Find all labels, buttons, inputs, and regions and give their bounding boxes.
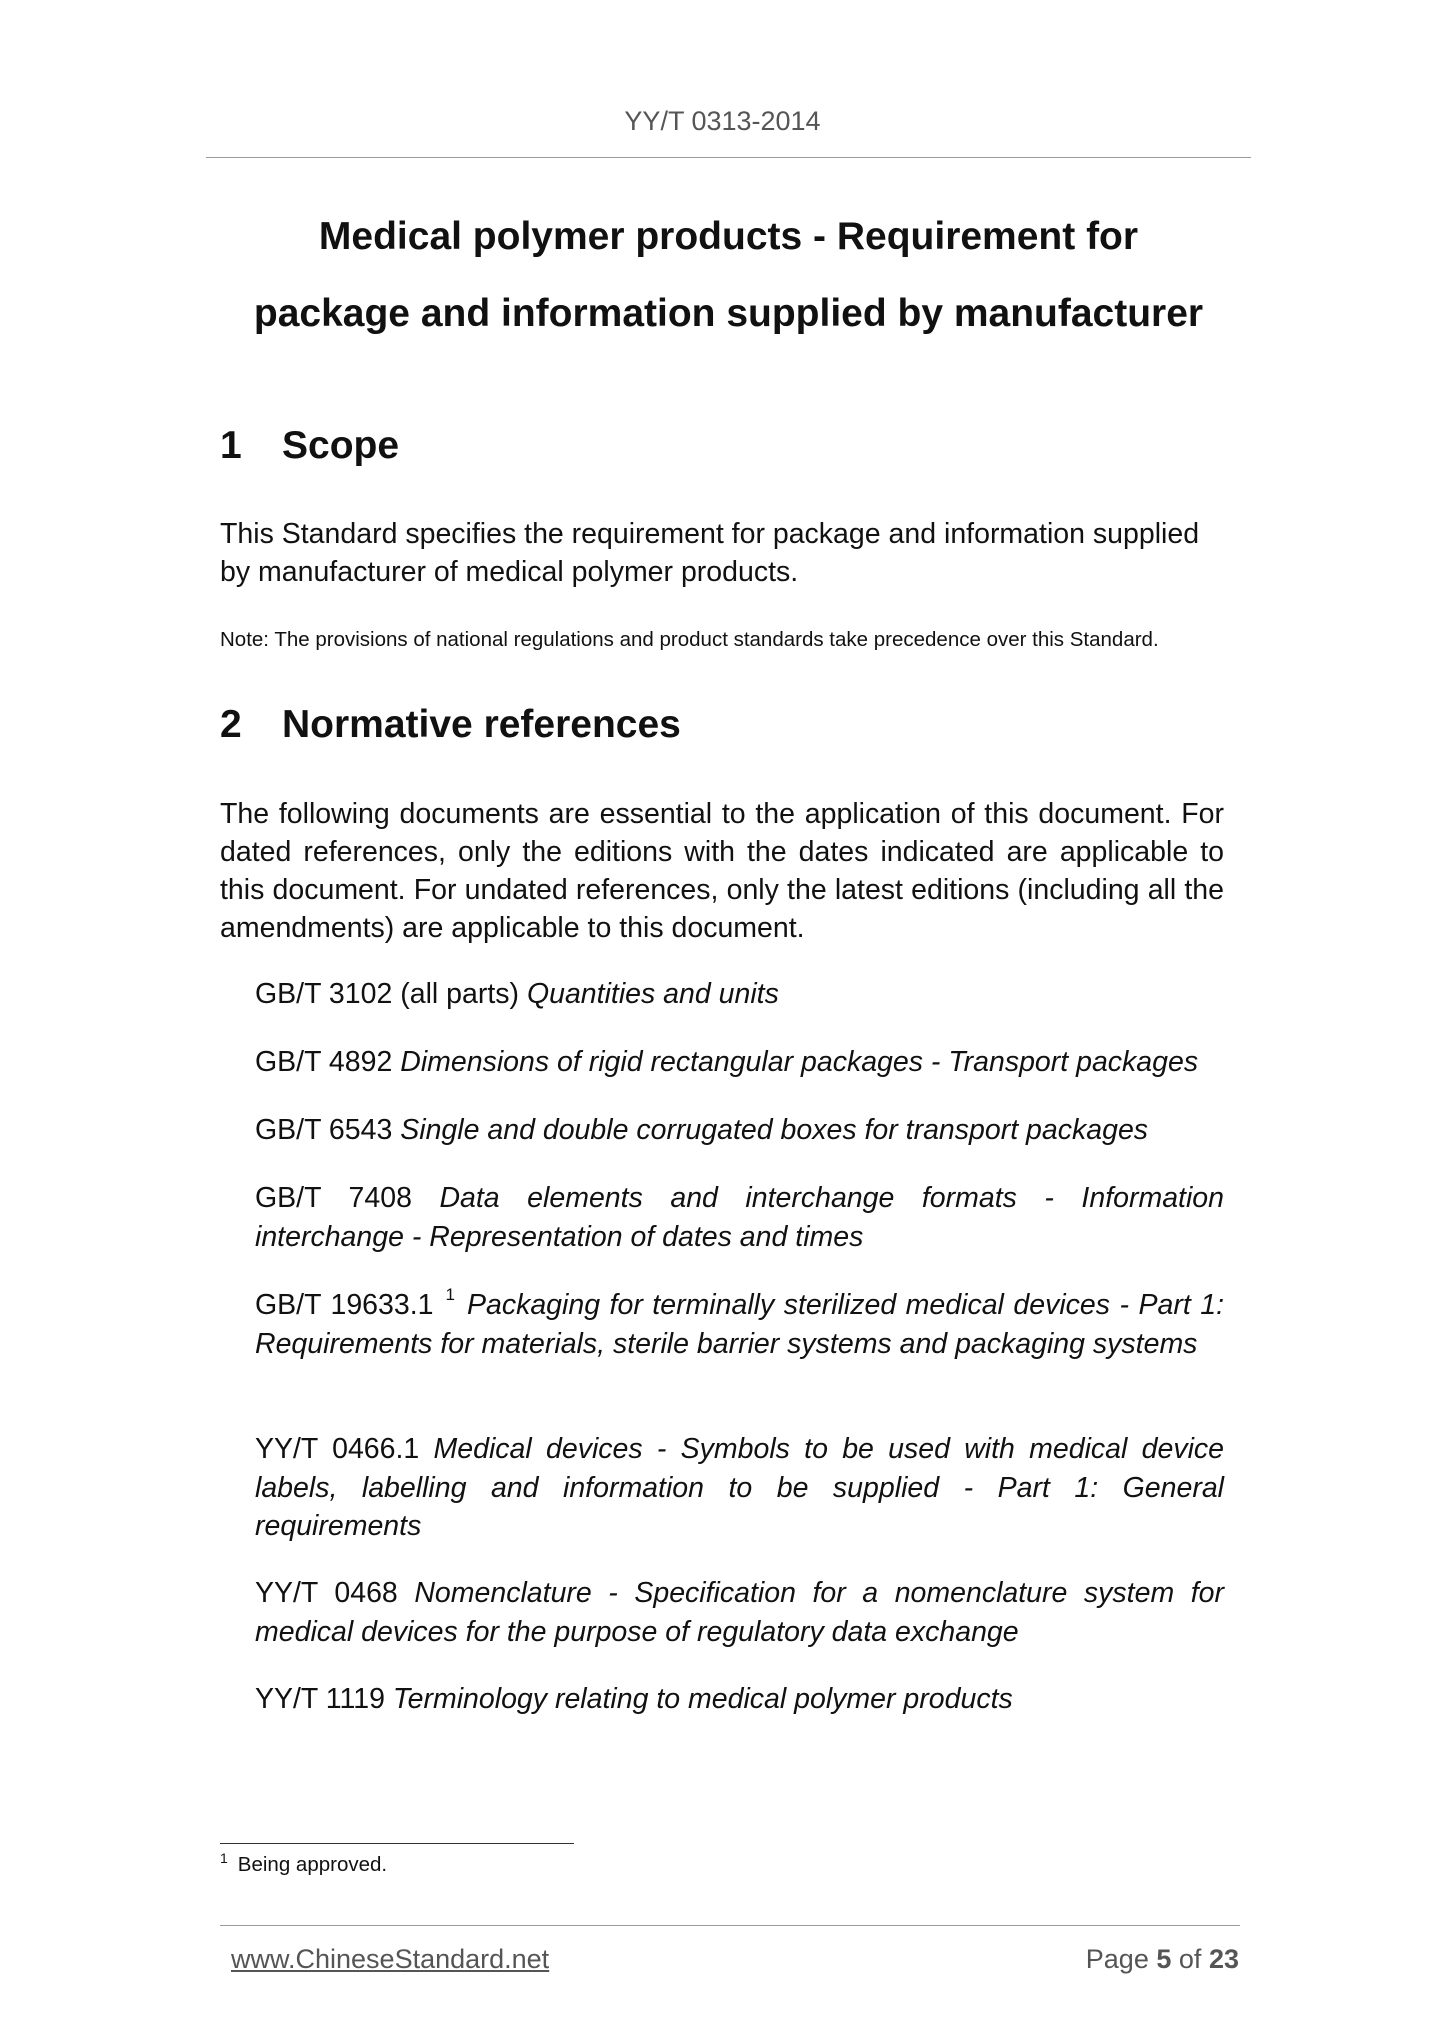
footer-page-number (1086, 1944, 1239, 1975)
reference-item (255, 1286, 1224, 1363)
reference-code: YY/T 1119 (255, 1683, 385, 1715)
title-line-1: Medical polymer products - Requirement for (318, 215, 1139, 258)
footnote-divider (220, 1843, 574, 1844)
header-doc-code: YY/T 0313-2014 (624, 106, 821, 136)
reference-title: Dimensions of rigid rectangular packages - Transport packages (400, 1046, 1199, 1078)
reference-title: Packaging for terminally sterilized medical devices - Part 1: Requirements for materials, sterile barrier systems and packaging systems (255, 1289, 1224, 1360)
reference-item (255, 1430, 1224, 1546)
footnote-marker[interactable]: 1 (445, 1285, 455, 1304)
section-1-body: This Standard specifies the requirement for package and information supplied by manufacturer of medical polymer products. (220, 518, 1200, 588)
reference-title: Terminology relating to medical polymer products (392, 1683, 1013, 1715)
section-1-heading (220, 424, 399, 468)
reference-item (255, 1179, 1224, 1256)
reference-title: Single and double corrugated boxes for transport packages (400, 1114, 1149, 1146)
reference-title: Quantities and units (526, 978, 779, 1010)
reference-item (255, 1574, 1224, 1651)
document-title (206, 198, 1251, 352)
section-2-body: The following documents are essential to the application of this document. For dated references, only the editions with the dates indicated are applicable to this document. For undated references, only the latest editions (including all the amendments) are applicable to this document. (220, 798, 1224, 944)
reference-code: GB/T 19633.1 (255, 1289, 434, 1321)
reference-title: Nomenclature - Specification for a nomenclature system for medical devices for the purpose of regulatory data exchange (255, 1577, 1224, 1648)
header-divider (206, 157, 1251, 158)
reference-code: GB/T 7408 (255, 1182, 412, 1214)
reference-item (255, 1111, 1224, 1150)
footer-divider (220, 1925, 1240, 1926)
section-1-number: 1 (220, 424, 242, 467)
reference-code: GB/T 4892 (255, 1046, 393, 1078)
footnote-number: 1 (220, 1850, 228, 1866)
reference-item (255, 1043, 1224, 1082)
reference-item (255, 1680, 1224, 1719)
section-2-number: 2 (220, 703, 242, 746)
reference-code: YY/T 0466.1 (255, 1433, 420, 1465)
footer-site-link[interactable]: www.ChineseStandard.net (231, 1944, 550, 1974)
reference-item (255, 975, 1224, 1014)
footnote-text: Being approved. (237, 1853, 388, 1876)
reference-code: YY/T 0468 (255, 1577, 398, 1609)
section-1-title: Scope (282, 424, 400, 467)
reference-title: Medical devices - Symbols to be used with medical device labels, labelling and information to be supplied - Part 1: General requirements (255, 1433, 1225, 1542)
section-1-note: Note: The provisions of national regulations and product standards take precedence over this Standard. (220, 628, 1159, 651)
page-total: 23 (1208, 1944, 1239, 1974)
page-current: 5 (1156, 1944, 1172, 1974)
reference-code: GB/T 3102 (all parts) (255, 978, 520, 1010)
page-prefix: Page (1085, 1944, 1149, 1974)
section-2-title: Normative references (282, 703, 681, 746)
section-2-heading (220, 703, 681, 747)
page-of: of (1178, 1944, 1202, 1974)
reference-title: Data elements and interchange formats - Information interchange - Representation of dates and times (255, 1182, 1224, 1253)
title-line-2: package and information supplied by manufacturer (253, 292, 1204, 335)
reference-code: GB/T 6543 (255, 1114, 393, 1146)
footnote (220, 1850, 388, 1877)
